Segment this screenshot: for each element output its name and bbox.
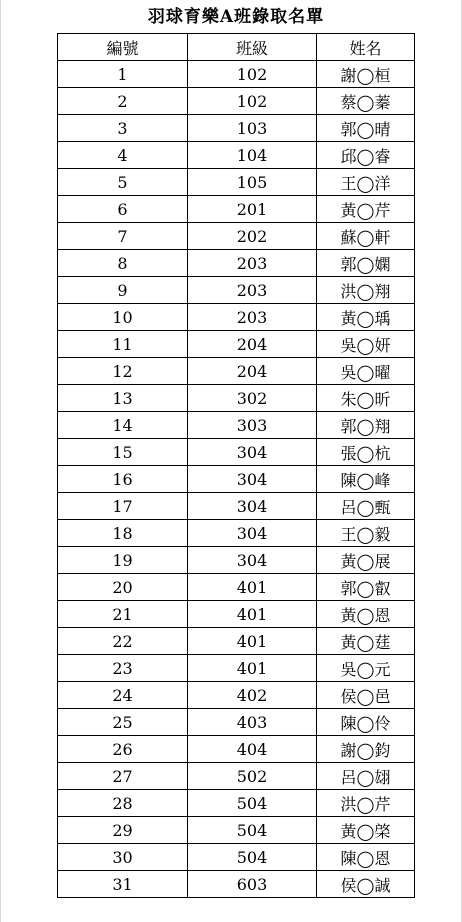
number-cell: 10: [58, 304, 188, 331]
number-cell: 16: [58, 466, 188, 493]
table-row: [58, 358, 415, 385]
name-cell: 呂◯甄: [317, 493, 415, 520]
name-cell: 蘇◯軒: [317, 223, 415, 250]
class-cell: 504: [188, 817, 317, 844]
name-cell: 郭◯嫻: [317, 250, 415, 277]
name-cell: 邱◯睿: [317, 142, 415, 169]
table-row: [58, 439, 415, 466]
page-left-edge: [0, 0, 1, 922]
table-row: [58, 250, 415, 277]
table-row: [58, 304, 415, 331]
class-cell: 105: [188, 169, 317, 196]
number-cell: 22: [58, 628, 188, 655]
name-cell: 蔡◯蓁: [317, 88, 415, 115]
number-cell: 26: [58, 736, 188, 763]
number-cell: 27: [58, 763, 188, 790]
name-cell: 王◯洋: [317, 169, 415, 196]
table-row: [58, 115, 415, 142]
number-cell: 11: [58, 331, 188, 358]
number-cell: 7: [58, 223, 188, 250]
number-cell: 28: [58, 790, 188, 817]
class-cell: 603: [188, 871, 317, 898]
name-cell: 黃◯芹: [317, 196, 415, 223]
name-cell: 謝◯鈞: [317, 736, 415, 763]
number-cell: 5: [58, 169, 188, 196]
table-row: [58, 412, 415, 439]
number-cell: 21: [58, 601, 188, 628]
table-row: [58, 331, 415, 358]
number-cell: 2: [58, 88, 188, 115]
table-row: [58, 88, 415, 115]
table-row: [58, 871, 415, 898]
name-cell: 黃◯莛: [317, 628, 415, 655]
table-row: [58, 385, 415, 412]
class-cell: 302: [188, 385, 317, 412]
class-cell: 304: [188, 547, 317, 574]
number-cell: 25: [58, 709, 188, 736]
number-cell: 13: [58, 385, 188, 412]
class-cell: 304: [188, 439, 317, 466]
name-cell: 吳◯元: [317, 655, 415, 682]
table-row: [58, 547, 415, 574]
number-cell: 23: [58, 655, 188, 682]
name-cell: 郭◯叡: [317, 574, 415, 601]
name-cell: 朱◯昕: [317, 385, 415, 412]
class-cell: 103: [188, 115, 317, 142]
class-cell: 404: [188, 736, 317, 763]
name-cell: 黃◯瑀: [317, 304, 415, 331]
table-row: [58, 601, 415, 628]
name-cell: 陳◯峰: [317, 466, 415, 493]
number-cell: 12: [58, 358, 188, 385]
name-cell: 郭◯晴: [317, 115, 415, 142]
table-row: [58, 520, 415, 547]
table-row: [58, 574, 415, 601]
number-cell: 31: [58, 871, 188, 898]
table-row: [58, 655, 415, 682]
name-cell: 王◯毅: [317, 520, 415, 547]
name-cell: 謝◯桓: [317, 61, 415, 88]
name-cell: 侯◯邑: [317, 682, 415, 709]
class-cell: 102: [188, 88, 317, 115]
number-cell: 19: [58, 547, 188, 574]
number-cell: 30: [58, 844, 188, 871]
number-cell: 24: [58, 682, 188, 709]
class-cell: 303: [188, 412, 317, 439]
table-row: [58, 223, 415, 250]
table-row: [58, 493, 415, 520]
name-cell: 吳◯妍: [317, 331, 415, 358]
class-cell: 403: [188, 709, 317, 736]
class-cell: 304: [188, 520, 317, 547]
header-name: 姓名: [317, 34, 415, 61]
table-row: [58, 709, 415, 736]
number-cell: 29: [58, 817, 188, 844]
number-cell: 6: [58, 196, 188, 223]
number-cell: 3: [58, 115, 188, 142]
name-cell: 陳◯恩: [317, 844, 415, 871]
class-cell: 304: [188, 466, 317, 493]
number-cell: 14: [58, 412, 188, 439]
class-cell: 401: [188, 628, 317, 655]
admission-list-table: [57, 33, 415, 898]
name-cell: 黃◯恩: [317, 601, 415, 628]
table-row: [58, 169, 415, 196]
class-cell: 203: [188, 304, 317, 331]
class-cell: 204: [188, 358, 317, 385]
class-cell: 502: [188, 763, 317, 790]
name-cell: 陳◯伶: [317, 709, 415, 736]
class-cell: 504: [188, 844, 317, 871]
class-cell: 401: [188, 574, 317, 601]
class-cell: 204: [188, 331, 317, 358]
name-cell: 郭◯翔: [317, 412, 415, 439]
table-row: [58, 142, 415, 169]
number-cell: 8: [58, 250, 188, 277]
table-row: [58, 466, 415, 493]
name-cell: 吳◯曜: [317, 358, 415, 385]
class-cell: 203: [188, 277, 317, 304]
table-row: [58, 61, 415, 88]
table-row: [58, 196, 415, 223]
table-row: [58, 277, 415, 304]
class-cell: 102: [188, 61, 317, 88]
name-cell: 黃◯棨: [317, 817, 415, 844]
document-title: 羽球育樂A班錄取名單: [147, 7, 325, 27]
class-cell: 401: [188, 655, 317, 682]
table-row: [58, 736, 415, 763]
class-cell: 504: [188, 790, 317, 817]
number-cell: 15: [58, 439, 188, 466]
table-row: [58, 682, 415, 709]
name-cell: 呂◯翃: [317, 763, 415, 790]
table-body: [58, 61, 415, 898]
class-cell: 203: [188, 250, 317, 277]
table-row: [58, 817, 415, 844]
name-cell: 黃◯展: [317, 547, 415, 574]
table-row: [58, 844, 415, 871]
number-cell: 17: [58, 493, 188, 520]
number-cell: 18: [58, 520, 188, 547]
class-cell: 202: [188, 223, 317, 250]
name-cell: 侯◯誠: [317, 871, 415, 898]
number-cell: 4: [58, 142, 188, 169]
header-number: 編號: [58, 34, 188, 61]
table-row: [58, 763, 415, 790]
class-cell: 402: [188, 682, 317, 709]
class-cell: 201: [188, 196, 317, 223]
class-cell: 104: [188, 142, 317, 169]
table-header-row: [58, 34, 415, 61]
name-cell: 洪◯翔: [317, 277, 415, 304]
number-cell: 1: [58, 61, 188, 88]
name-cell: 洪◯芹: [317, 790, 415, 817]
class-cell: 401: [188, 601, 317, 628]
number-cell: 20: [58, 574, 188, 601]
number-cell: 9: [58, 277, 188, 304]
table-row: [58, 628, 415, 655]
class-cell: 304: [188, 493, 317, 520]
table-row: [58, 790, 415, 817]
name-cell: 張◯杭: [317, 439, 415, 466]
header-class: 班級: [188, 34, 317, 61]
